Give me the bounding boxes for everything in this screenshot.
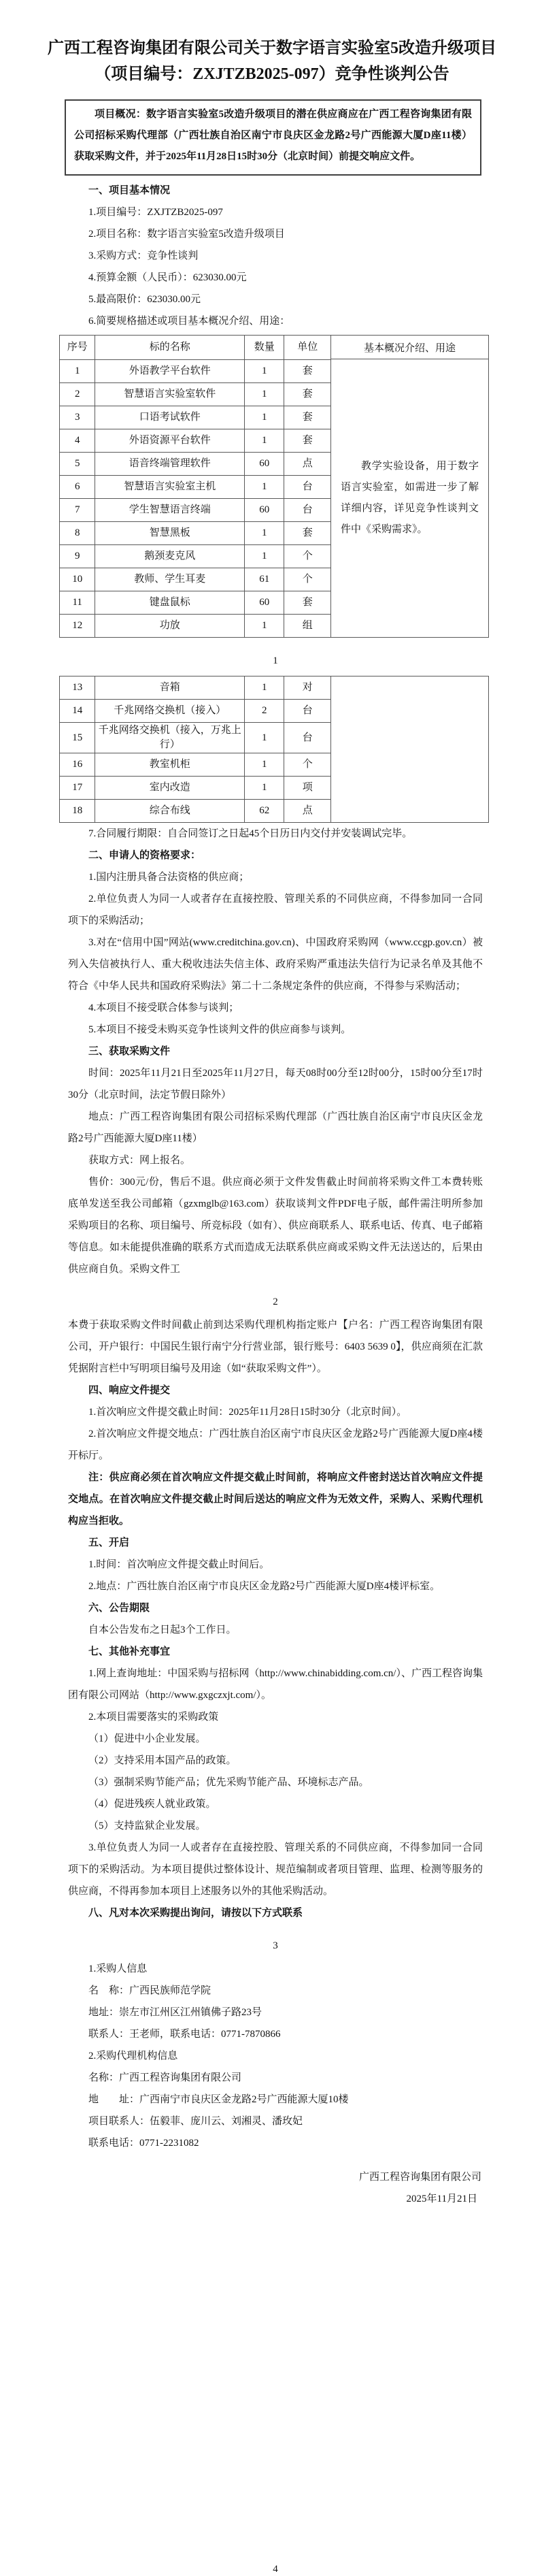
qualification-item: 2.单位负责人为同一人或者存在直接控股、管理关系的不同供应商，不得参加同一合同项下的采购活动； xyxy=(68,894,483,926)
table-row xyxy=(60,429,331,453)
heading-submission: 四、响应文件提交 xyxy=(88,1384,171,1396)
cell-name: 智慧黑板 xyxy=(95,522,245,545)
goods-table-page1 xyxy=(59,335,489,638)
cell-qty: 1 xyxy=(245,429,284,453)
cell-unit: 套 xyxy=(284,591,331,615)
cell-name: 口语考试软件 xyxy=(95,406,245,429)
qualification-item: 1.国内注册具备合法资格的供应商； xyxy=(88,872,250,883)
cell-unit: 套 xyxy=(284,522,331,545)
cell-no: 14 xyxy=(60,700,95,723)
agency-phone: 联系电话：0771-2231082 xyxy=(88,2138,199,2149)
signature-company: 广西工程咨询集团有限公司 xyxy=(358,2172,481,2183)
cell-name: 鹅颈麦克风 xyxy=(95,545,245,568)
cell-qty: 1 xyxy=(245,676,284,700)
qualification-list xyxy=(68,866,483,1041)
cell-name: 综合布线 xyxy=(95,800,245,823)
goods-table-page2 xyxy=(59,676,489,823)
cell-unit: 个 xyxy=(284,568,331,591)
submission-place: 2.首次响应文件提交地点：广西壮族自治区南宁市良庆区金龙路2号广西能源大厦D座4楼开标厅。 xyxy=(68,1429,483,1461)
cell-unit: 对 xyxy=(284,676,331,700)
page-number-4: 4 xyxy=(273,2564,278,2575)
cell-name: 学生智慧语言终端 xyxy=(95,499,245,522)
table-row xyxy=(60,700,331,723)
obtain-method: 获取方式：网上报名。 xyxy=(88,1155,191,1166)
basic-info-item: 6.简要规格描述或项目基本概况介绍、用途： xyxy=(88,316,290,327)
buyer-info-heading: 1.采购人信息 xyxy=(88,1963,148,1974)
obtain-price-part1: 售价：300元/份，售后不退。供应商必须于文件发售截止时间前将采购文件工本费转账底单发送至我公司邮箱（gzxmglb@163.com）获取谈判文件PDF电子版，邮件需注明所参加采购项目的名称、项目编号、所竞标段（如有）、供应商联系人、联系电话、传真、电子邮箱等信息。如未能提供准确的联系方式而造成无法联系供应商或采购文件无法送达的，后果由供应商自负。采购文件工 xyxy=(68,1177,483,1275)
contract-term: 7.合同履行期限：自合同签订之日起45个日历日内交付并安装调试完毕。 xyxy=(88,828,413,839)
heading-obtain-docs: 三、获取采购文件 xyxy=(88,1045,171,1057)
cell-unit: 套 xyxy=(284,383,331,406)
cell-name: 键盘鼠标 xyxy=(95,591,245,615)
cell-no: 4 xyxy=(60,429,95,453)
cell-unit: 套 xyxy=(284,429,331,453)
table-row xyxy=(60,545,331,568)
cell-unit: 台 xyxy=(284,499,331,522)
cell-name: 千兆网络交换机（接入） xyxy=(95,700,245,723)
heading-basic-info: 一、项目基本情况 xyxy=(88,184,171,196)
cell-no: 12 xyxy=(60,615,95,638)
header-unit: 单位 xyxy=(284,336,331,360)
policy-item: （4）促进残疾人就业政策。 xyxy=(88,1799,216,1810)
signature-date: 2025年11月21日 xyxy=(406,2194,477,2204)
document-body xyxy=(0,99,544,2576)
table-row xyxy=(60,476,331,499)
table-row xyxy=(60,800,331,823)
cell-no: 17 xyxy=(60,777,95,800)
other-policy-heading: 2.本项目需要落实的采购政策 xyxy=(88,1712,219,1723)
cell-name: 音箱 xyxy=(95,676,245,700)
cell-qty: 1 xyxy=(245,383,284,406)
table-row xyxy=(60,568,331,591)
cell-qty: 60 xyxy=(245,591,284,615)
goods-table-left-2 xyxy=(59,676,331,823)
obtain-place: 地点：广西工程咨询集团有限公司招标采购代理部（广西壮族自治区南宁市良庆区金龙路2号广西能源大厦D座11楼） xyxy=(68,1111,483,1144)
cell-name: 千兆网络交换机（接入，万兆上行） xyxy=(95,723,245,753)
table-row xyxy=(60,753,331,777)
header-note: 基本概况介绍、用途 xyxy=(331,336,488,359)
cell-no: 16 xyxy=(60,753,95,777)
cell-qty: 2 xyxy=(245,700,284,723)
basic-info-item: 5.最高限价：623030.00元 xyxy=(88,294,201,305)
basic-info-list xyxy=(68,201,483,332)
cell-no: 18 xyxy=(60,800,95,823)
cell-name: 外语资源平台软件 xyxy=(95,429,245,453)
policy-list xyxy=(68,1728,483,1837)
qualification-item: 4.本项目不接受联合体参与谈判； xyxy=(88,1002,239,1013)
cell-no: 7 xyxy=(60,499,95,522)
opening-place: 2.地点：广西壮族自治区南宁市良庆区金龙路2号广西能源大厦D座4楼评标室。 xyxy=(88,1581,441,1592)
page-number-3: 3 xyxy=(273,1940,278,1951)
cell-no: 15 xyxy=(60,723,95,753)
heading-opening: 五、开启 xyxy=(88,1537,130,1548)
goods-table-note-column xyxy=(331,335,489,638)
other-query-url: 1.网上查询地址：中国采购与招标网（http://www.chinabidding.com.cn/）、广西工程咨询集团有限公司网站（http://www.gxgczxjt.com/）。 xyxy=(68,1668,483,1701)
cell-qty: 61 xyxy=(245,568,284,591)
agency-contacts: 项目联系人：伍毅菲、庞川云、刘湘灵、潘玫妃 xyxy=(88,2116,303,2127)
basic-info-item: 1.项目编号：ZXJTZB2025-097 xyxy=(88,207,223,218)
table-row xyxy=(60,453,331,476)
table-row xyxy=(60,615,331,638)
header-no: 序号 xyxy=(60,336,95,360)
heading-other: 七、其他补充事宜 xyxy=(88,1646,171,1657)
policy-item: （1）促进中小企业发展。 xyxy=(88,1733,206,1744)
cell-no: 13 xyxy=(60,676,95,700)
cell-unit: 组 xyxy=(284,615,331,638)
cell-unit: 套 xyxy=(284,406,331,429)
obtain-price-part2: 本费于获取采购文件时间截止前到达采购代理机构指定账户【户名：广西工程咨询集团有限公司，开户银行：中国民生银行南宁分行营业部，银行账号：6403 5639 0】，供应商须在汇款凭据附言栏中写明项目编号及用途（如“获取采购文件”）。 xyxy=(68,1320,483,1374)
cell-unit: 台 xyxy=(284,723,331,753)
goods-table-header-row xyxy=(60,336,331,360)
cell-qty: 1 xyxy=(245,406,284,429)
qualification-item: 5.本项目不接受未购买竞争性谈判文件的供应商参与谈判。 xyxy=(88,1024,352,1035)
cell-no: 9 xyxy=(60,545,95,568)
cell-no: 3 xyxy=(60,406,95,429)
policy-item: （3）强制采购节能产品；优先采购节能产品、环境标志产品。 xyxy=(88,1777,369,1788)
buyer-contact: 联系人：王老师，联系电话：0771-7870866 xyxy=(88,2029,281,2040)
obtain-time: 时间：2025年11月21日至2025年11月27日，每天08时00分至12时00分，15时00分至17时30分（北京时间，法定节假日除外） xyxy=(68,1068,483,1100)
cell-name: 室内改造 xyxy=(95,777,245,800)
page-number-2: 2 xyxy=(273,1297,278,1307)
buyer-address: 地址：崇左市江州区江州镇佛子路23号 xyxy=(88,2007,262,2018)
cell-unit: 个 xyxy=(284,545,331,568)
cell-qty: 1 xyxy=(245,522,284,545)
cell-qty: 62 xyxy=(245,800,284,823)
policy-item: （5）支持监狱企业发展。 xyxy=(88,1821,206,1831)
table-row xyxy=(60,406,331,429)
qualification-item: 3.对在“信用中国”网站(www.creditchina.gov.cn)、中国政府采购网（www.ccgp.gov.cn）被列入失信被执行人、重大税收违法失信主体、政府采购严重违法失信行为记录名单及其他不符合《中华人民共和国政府采购法》第二十二条规定条件的供应商，不得参与采购活动； xyxy=(68,937,483,992)
basic-info-item: 4.预算金额（人民币）：623030.00元 xyxy=(88,272,247,283)
page-number-1: 1 xyxy=(273,655,278,666)
table-row xyxy=(60,777,331,800)
header-qty: 数量 xyxy=(245,336,284,360)
cell-name: 外语教学平台软件 xyxy=(95,360,245,383)
goods-table-left xyxy=(59,335,331,638)
title-line-1: 广西工程咨询集团有限公司关于数字语言实验室5改造升级项目 xyxy=(48,39,496,57)
submission-deadline: 1.首次响应文件提交截止时间：2025年11月28日15时30分（北京时间）。 xyxy=(88,1407,407,1418)
agency-address: 地 址：广西南宁市良庆区金龙路2号广西能源大厦10楼 xyxy=(88,2094,349,2105)
cell-no: 2 xyxy=(60,383,95,406)
cell-unit: 台 xyxy=(284,700,331,723)
header-name: 标的名称 xyxy=(95,336,245,360)
table-row xyxy=(60,676,331,700)
heading-qualifications: 二、申请人的资格要求： xyxy=(88,849,201,861)
cell-unit: 项 xyxy=(284,777,331,800)
agency-info-heading: 2.采购代理机构信息 xyxy=(88,2051,178,2061)
submission-note: 注：供应商必须在首次响应文件提交截止时间前，将响应文件密封送达首次响应文件提交地点。在首次响应文件提交截止时间后送达的响应文件为无效文件，采购人、采购代理机构应当拒收。 xyxy=(68,1472,483,1527)
cell-name: 功放 xyxy=(95,615,245,638)
page-title xyxy=(0,0,544,87)
cell-qty: 1 xyxy=(245,753,284,777)
heading-announcement-period: 六、公告期限 xyxy=(88,1602,150,1614)
goods-note-cell xyxy=(331,359,488,637)
buyer-name: 名 称：广西民族师范学院 xyxy=(88,1985,211,1996)
cell-name: 智慧语言实验室主机 xyxy=(95,476,245,499)
basic-info-item: 2.项目名称：数字语言实验室5改造升级项目 xyxy=(88,229,285,240)
cell-qty: 1 xyxy=(245,360,284,383)
agency-name: 名称：广西工程咨询集团有限公司 xyxy=(88,2072,242,2083)
heading-contact: 八、凡对本次采购提出询问，请按以下方式联系 xyxy=(88,1907,303,1919)
table-row xyxy=(60,360,331,383)
opening-time: 1.时间：首次响应文件提交截止时间后。 xyxy=(88,1559,270,1570)
cell-name: 智慧语言实验室软件 xyxy=(95,383,245,406)
cell-name: 教室机柜 xyxy=(95,753,245,777)
title-line-2: （项目编号：ZXJTZB2025-097）竞争性谈判公告 xyxy=(95,65,449,83)
cell-qty: 1 xyxy=(245,723,284,753)
goods-note-cell-empty xyxy=(331,676,488,822)
cell-unit: 个 xyxy=(284,753,331,777)
cell-no: 6 xyxy=(60,476,95,499)
basic-info-item: 3.采购方式：竞争性谈判 xyxy=(88,250,199,261)
cell-unit: 点 xyxy=(284,800,331,823)
cell-unit: 套 xyxy=(284,360,331,383)
table-row xyxy=(60,723,331,753)
goods-table-note-column-2 xyxy=(331,676,489,823)
cell-no: 1 xyxy=(60,360,95,383)
project-overview-box: 项目概况：数字语言实验室5改造升级项目的潜在供应商应在广西工程咨询集团有限公司招标采购代理部（广西壮族自治区南宁市良庆区金龙路2号广西能源大厦D座11楼）获取采购文件，并于2025年11月28日15时30分（北京时间）前提交响应文件。 xyxy=(65,99,481,176)
cell-qty: 1 xyxy=(245,545,284,568)
policy-item: （2）支持采用本国产品的政策。 xyxy=(88,1755,237,1766)
cell-no: 10 xyxy=(60,568,95,591)
table-row xyxy=(60,591,331,615)
cell-unit: 台 xyxy=(284,476,331,499)
cell-unit: 点 xyxy=(284,453,331,476)
cell-no: 11 xyxy=(60,591,95,615)
cell-name: 语音终端管理软件 xyxy=(95,453,245,476)
cell-name: 教师、学生耳麦 xyxy=(95,568,245,591)
cell-qty: 1 xyxy=(245,615,284,638)
cell-qty: 1 xyxy=(245,777,284,800)
cell-qty: 60 xyxy=(245,499,284,522)
other-para3: 3.单位负责人为同一人或者存在直接控股、管理关系的不同供应商，不得参加同一合同项下的采购活动。为本项目提供过整体设计、规范编制或者项目管理、监理、检测等服务的供应商，不得再参加本项目上述服务以外的其他采购活动。 xyxy=(68,1842,483,1897)
table-row xyxy=(60,522,331,545)
cell-no: 8 xyxy=(60,522,95,545)
table-row xyxy=(60,499,331,522)
cell-qty: 1 xyxy=(245,476,284,499)
table-row xyxy=(60,383,331,406)
cell-qty: 60 xyxy=(245,453,284,476)
goods-note-text: 教学实验设备，用于数字语言实验室，如需进一步了解详细内容，详见竞争性谈判文件中《采购需求》。 xyxy=(341,461,479,535)
cell-no: 5 xyxy=(60,453,95,476)
announcement-period: 自本公告发布之日起3个工作日。 xyxy=(88,1625,237,1635)
